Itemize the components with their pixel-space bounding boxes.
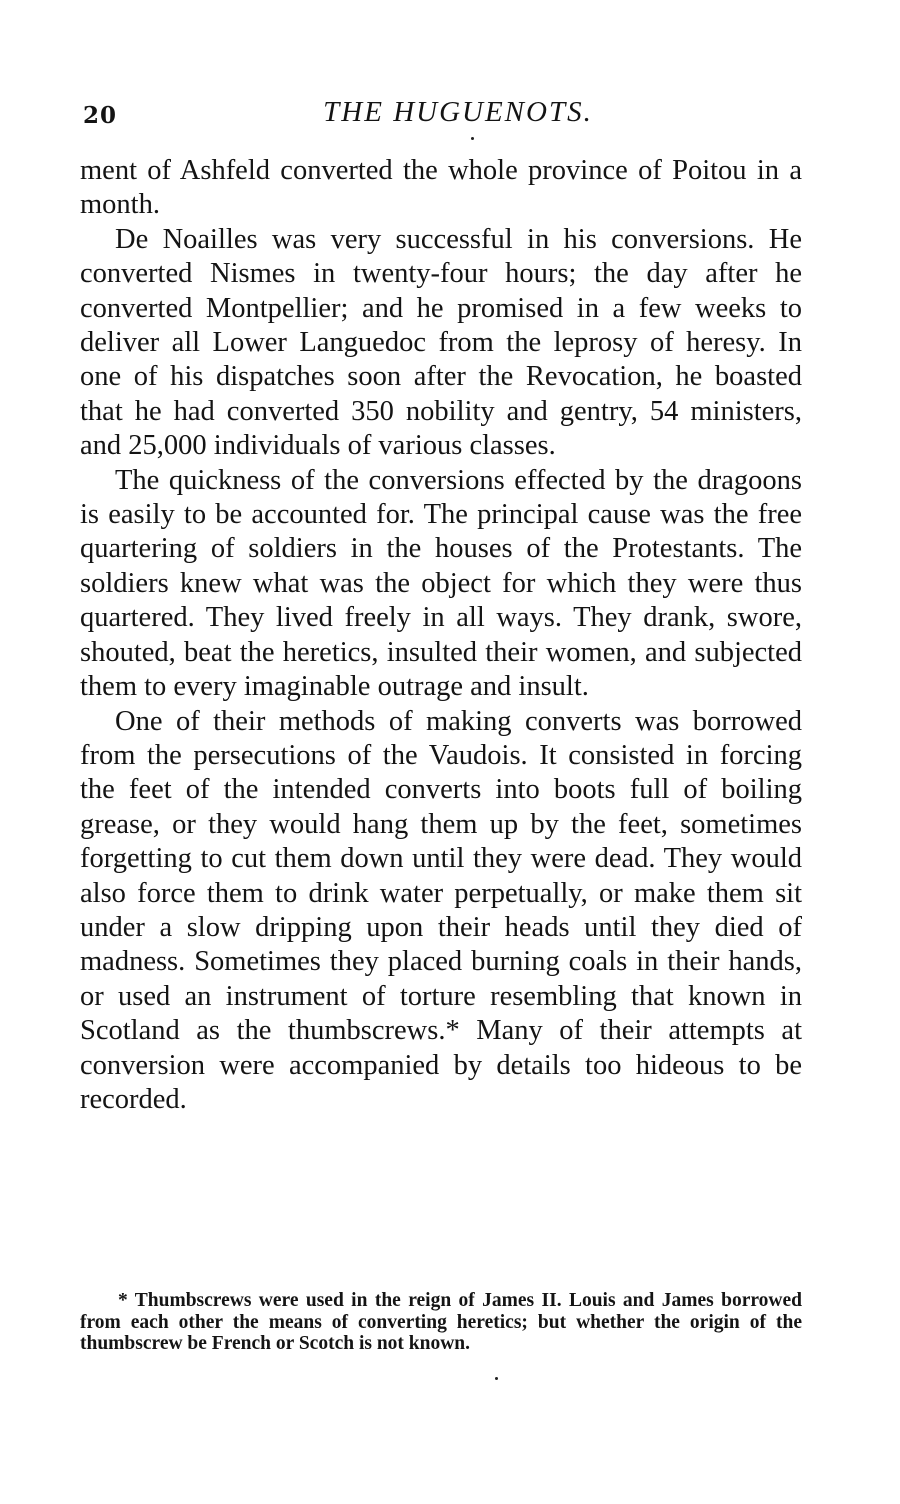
paragraph: De Noailles was very successful in his conversions. He converted Nismes in twenty-four hours; the day after he converted Montpellier; and he promised in a few weeks to deliver all Lower Languedoc from the leprosy of heresy. In one of his dispatches soon after the Revocation, he boasted that he had converted 350 nobility and gentry, 54 ministers, and 25,000 individuals of various classes. [80, 223, 802, 462]
footnote-text: * Thumbscrews were used in the reign of James II. Louis and James borrowed from each other the means of converting heretics; but whether the origin of the thumbscrew be French or Scotch is not known. [80, 1290, 802, 1354]
print-speck [471, 137, 474, 140]
page-number: 20 [83, 102, 118, 129]
running-title: THE HUGUENOTS. [323, 96, 593, 128]
paragraph: The quickness of the conversions effected by the dragoons is easily to be accounted for. The principal cause was the free quartering of soldiers in the houses of the Protestants. The soldiers knew what was the object for which they were thus quartered. They lived freely in all ways. They drank, swore, shouted, beat the heretics, insulted their women, and subjected them to every imaginable outrage and insult. [80, 464, 802, 703]
paragraph-continued: ment of Ashfeld converted the whole province of Poitou in a month. [80, 155, 802, 221]
body-text [80, 154, 802, 1117]
page-header [83, 96, 803, 136]
footnote [80, 1290, 802, 1355]
paragraph: One of their methods of making converts was borrowed from the persecutions of the Vaudois. It consisted in forcing the feet of the intended converts into boots full of boiling grease, or they would hang them up by the feet, sometimes forgetting to cut them down until they were dead. They would also force them to drink water perpetually, or make them sit under a slow dripping upon their heads until they died of madness. Sometimes they placed burning coals in their hands, or used an instrument of torture resembling that known in Scotland as the thumbscrews.* Many of their attempts at conversion were accompanied by details too hideous to be recorded. [80, 705, 802, 1115]
print-speck [495, 1377, 498, 1380]
